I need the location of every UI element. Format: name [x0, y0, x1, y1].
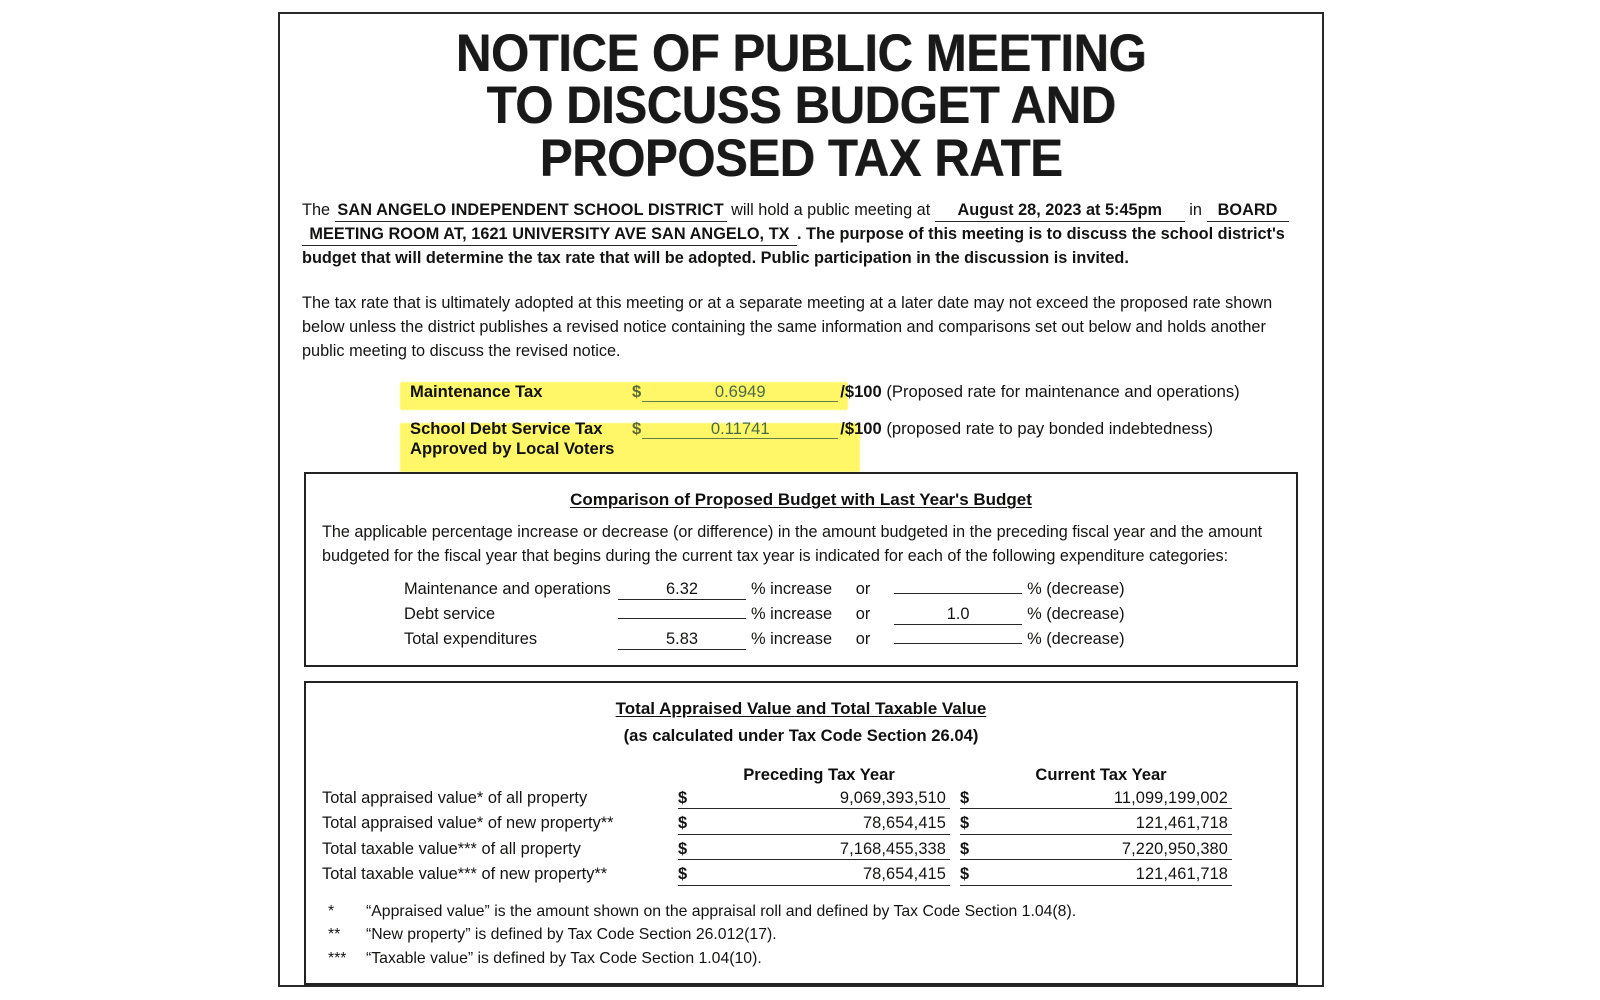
currency-symbol: $ [678, 865, 688, 884]
page-title [328, 24, 1275, 188]
footnote-item [322, 900, 1280, 924]
value-current-field[interactable] [960, 789, 1232, 810]
comparison-decrease-field[interactable]: 1.0 [894, 605, 1022, 624]
footnote-text: “Appraised value” is the amount shown on the appraisal roll and defined by Tax Code Section 1.04(8). [366, 902, 1077, 920]
footnote-text: “Taxable value” is defined by Tax Code Section 1.04(10). [366, 950, 762, 968]
meeting-intro-paragraph [302, 199, 1300, 271]
comparison-or-label: or [855, 580, 871, 599]
currency-symbol: $ [960, 839, 970, 858]
column-header-current-tax-year: Current Tax Year [1035, 765, 1167, 785]
meeting-datetime-field[interactable]: August 28, 2023 at 5:45pm [935, 201, 1185, 221]
debt-service-tax-row [410, 417, 1300, 458]
maintenance-currency-symbol: $ [632, 381, 642, 401]
column-header-preceding-tax-year: Preceding Tax Year [743, 765, 895, 785]
table-row [404, 628, 1280, 653]
table-row [404, 578, 1280, 603]
revision-paragraph: The tax rate that is ultimately adopted at this meeting or at a separate meeting at a later date may not exceed the proposed rate shown below unless the district publishes a revised notice containing the same information and comparisons set out below and holds another public meeting to discuss the revised notice. [302, 294, 1273, 361]
maintenance-rate-tail [840, 380, 1239, 404]
comparison-increase-field[interactable]: 5.83 [618, 630, 746, 649]
debt-service-label-line2: Approved by Local Voters [410, 438, 615, 458]
maintenance-tax-label: Maintenance Tax [410, 381, 543, 401]
value-amount: 7,220,950,380 [1121, 839, 1228, 858]
intro-mid-1: will hold a public meeting at [731, 201, 931, 220]
comparison-decrease-field[interactable] [894, 643, 1022, 644]
meeting-location-field-part1[interactable]: BOARD [1207, 201, 1289, 221]
value-preceding-field[interactable] [678, 814, 950, 835]
maintenance-tax-row [410, 380, 1300, 404]
comparison-decrease-unit: % (decrease) [1027, 605, 1125, 624]
comparison-increase-unit: % increase [751, 580, 833, 599]
table-row [322, 863, 1280, 889]
value-amount: 9,069,393,510 [839, 788, 946, 807]
value-current-field[interactable] [960, 814, 1232, 835]
value-row-label: Total taxable value*** of new property** [322, 865, 608, 884]
table-row [322, 787, 1280, 813]
maintenance-tax-rate-field[interactable]: 0.6949 [642, 382, 838, 402]
debt-service-tax-rate-field[interactable]: 0.11741 [642, 419, 838, 439]
value-preceding-field[interactable] [678, 840, 950, 861]
title-line-2: TO DISCUSS BUDGET AND [486, 76, 1116, 136]
value-amount: 7,168,455,338 [839, 839, 946, 858]
value-amount: 121,461,718 [1135, 865, 1228, 884]
budget-comparison-intro: The applicable percentage increase or decrease (or difference) in the amount budgeted in the preceding fiscal year and the amount budgeted for the fiscal year that begins during the current tax year is indicated for each of the following expenditure categories: [322, 523, 1263, 565]
appraised-taxable-value-box [304, 681, 1298, 984]
value-preceding-field[interactable] [678, 865, 950, 886]
comparison-increase-field[interactable] [618, 618, 746, 619]
currency-symbol: $ [678, 788, 688, 807]
comparison-increase-unit: % increase [751, 605, 833, 624]
appraised-value-subtitle: (as calculated under Tax Code Section 26.04) [623, 725, 979, 745]
table-row [404, 603, 1280, 628]
appraised-value-title: Total Appraised Value and Total Taxable Value [615, 699, 987, 719]
budget-comparison-title: Comparison of Proposed Budget with Last Year's Budget [570, 490, 1032, 510]
footnote-item [322, 923, 1280, 947]
currency-symbol: $ [960, 814, 970, 833]
value-preceding-field[interactable] [678, 789, 950, 810]
intro-bold-tail: . The purpose of this meeting is to discuss the school district's budget that will determine the tax rate that will be adopted. Public participation in the discussion is invited. [302, 225, 1285, 268]
value-row-label: Total appraised value* of new property** [322, 814, 614, 833]
debt-service-label-line1: School Debt Service Tax [410, 419, 603, 439]
table-row [322, 812, 1280, 838]
value-table-header [322, 763, 1280, 787]
maintenance-rate-description: (Proposed rate for maintenance and operations) [886, 381, 1240, 401]
title-line-1: NOTICE OF PUBLIC MEETING [455, 24, 1147, 83]
comparison-decrease-unit: % (decrease) [1027, 580, 1125, 599]
debt-service-rate-description: (proposed rate to pay bonded indebtedness) [886, 419, 1213, 439]
district-name-field[interactable]: SAN ANGELO INDEPENDENT SCHOOL DISTRICT [335, 201, 727, 221]
value-current-field[interactable] [960, 840, 1232, 861]
footnote-marker: * [328, 902, 335, 920]
value-amount: 11,099,199,002 [1113, 788, 1228, 807]
footnote-marker: *** [328, 950, 347, 968]
value-row-label: Total taxable value*** of all property [322, 839, 581, 858]
comparison-row-label: Debt service [404, 605, 496, 624]
value-header-spacer [322, 763, 678, 787]
value-amount: 78,654,415 [862, 814, 946, 833]
budget-comparison-box [304, 472, 1298, 667]
value-row-label: Total appraised value* of all property [322, 788, 588, 807]
debt-service-per-100: /$100 [840, 419, 882, 439]
comparison-increase-field[interactable]: 6.32 [618, 580, 746, 599]
value-amount: 121,461,718 [1135, 814, 1228, 833]
footnotes [322, 900, 1280, 971]
footnote-marker: ** [328, 926, 341, 944]
value-current-field[interactable] [960, 865, 1232, 886]
currency-symbol: $ [960, 788, 970, 807]
debt-service-rate-tail [840, 417, 1213, 441]
comparison-or-label: or [855, 630, 871, 649]
comparison-row-label: Total expenditures [404, 630, 538, 649]
debt-service-currency-symbol: $ [632, 419, 642, 439]
currency-symbol: $ [960, 865, 970, 884]
footnote-text: “New property” is defined by Tax Code Section 26.012(17). [366, 926, 777, 944]
comparison-decrease-unit: % (decrease) [1027, 630, 1125, 649]
notice-document [278, 12, 1324, 987]
proposed-tax-rates [302, 380, 1300, 459]
currency-symbol: $ [678, 814, 688, 833]
table-row [322, 838, 1280, 864]
footnote-item [322, 947, 1280, 971]
debt-service-tax-label [410, 419, 632, 458]
comparison-decrease-field[interactable] [894, 593, 1022, 594]
title-line-3: PROPOSED TAX RATE [539, 128, 1063, 188]
maintenance-per-100: /$100 [840, 381, 882, 401]
comparison-or-label: or [855, 605, 871, 624]
intro-mid-2: in [1189, 201, 1202, 220]
value-amount: 78,654,415 [862, 865, 946, 884]
intro-lead: The [302, 201, 331, 220]
currency-symbol: $ [678, 839, 688, 858]
meeting-location-field-part2[interactable]: MEETING ROOM AT, 1621 UNIVERSITY AVE SAN ANGELO, TX [302, 225, 797, 245]
budget-comparison-table [322, 578, 1280, 653]
comparison-increase-unit: % increase [751, 630, 833, 649]
comparison-row-label: Maintenance and operations [404, 580, 611, 599]
